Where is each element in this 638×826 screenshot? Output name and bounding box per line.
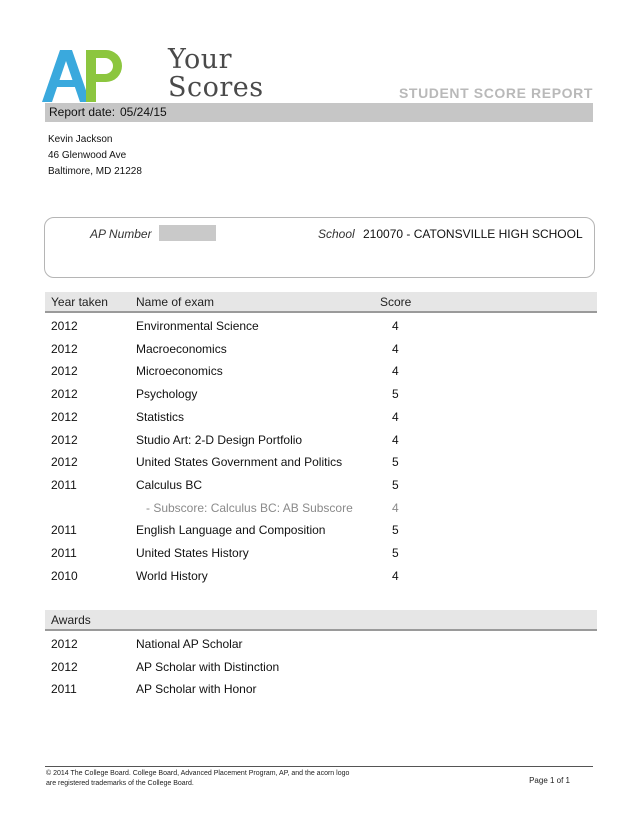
exam-score: 5 <box>392 523 399 538</box>
exam-name: Calculus BC <box>136 477 203 492</box>
header-awards: Awards <box>51 613 91 627</box>
student-name: Kevin Jackson <box>48 134 113 145</box>
exam-score: 5 <box>392 477 399 492</box>
header-score: Score <box>380 295 412 309</box>
exam-year: 2012 <box>51 319 78 333</box>
exam-row <box>45 429 597 451</box>
report-date-value: 05/24/15 <box>120 105 167 119</box>
exam-year: 2012 <box>51 455 78 470</box>
exam-row <box>45 360 597 382</box>
exam-score: 5 <box>392 387 399 402</box>
exam-score: 5 <box>392 546 399 560</box>
exam-row <box>45 542 597 564</box>
exam-score: 4 <box>392 568 399 583</box>
footer-copyright <box>46 769 426 788</box>
ap-number-redacted <box>159 225 216 241</box>
student-info-box <box>44 217 595 278</box>
award-name: AP Scholar with Distinction <box>136 659 280 674</box>
exam-name: Psychology <box>136 387 198 402</box>
footer-divider <box>45 766 593 767</box>
awards-table-header <box>45 610 597 631</box>
ap-number-label: AP Number <box>90 227 152 241</box>
footer-line-2: are registered trademarks of the College Board. <box>46 779 194 787</box>
school-value: 210070 - CATONSVILLE HIGH SCHOOL <box>363 227 583 241</box>
exam-score: 4 <box>392 364 399 379</box>
award-name: AP Scholar with Honor <box>136 682 257 697</box>
exam-score: 4 <box>392 409 399 424</box>
logo-line-your: Your <box>168 44 233 75</box>
exam-year: 2011 <box>51 477 77 492</box>
student-city: Baltimore, MD 21228 <box>48 166 142 177</box>
report-title: STUDENT SCORE REPORT <box>398 85 593 101</box>
exam-name: United States History <box>136 546 249 560</box>
exam-name: Environmental Science <box>136 319 259 333</box>
exam-row <box>45 474 597 496</box>
exam-row <box>45 338 597 360</box>
subscore-row <box>45 497 597 519</box>
exam-name: Microeconomics <box>136 364 223 379</box>
exam-year: 2011 <box>51 546 77 560</box>
exam-name: Statistics <box>136 409 185 424</box>
exam-year: 2012 <box>51 432 78 447</box>
exam-name: United States Government and Politics <box>136 455 343 470</box>
exam-year: 2011 <box>51 523 77 538</box>
exam-row <box>45 565 597 587</box>
exam-year: 2010 <box>51 568 78 583</box>
exam-year: 2012 <box>51 341 78 356</box>
exam-row <box>45 315 597 337</box>
exam-row <box>45 519 597 541</box>
ap-logo <box>42 44 264 104</box>
report-date-label: Report date: <box>49 105 116 119</box>
exam-name: World History <box>136 568 208 583</box>
exams-table-header <box>45 292 597 313</box>
award-name: National AP Scholar <box>136 637 243 651</box>
page-number: Page 1 of 1 <box>529 776 570 785</box>
award-row <box>45 656 597 678</box>
header-year-taken: Year taken <box>51 295 108 309</box>
exam-score: 4 <box>392 341 399 356</box>
exam-row <box>45 451 597 473</box>
exam-name: Studio Art: 2-D Design Portfolio <box>136 432 303 447</box>
exam-score: 4 <box>392 319 399 333</box>
student-street: 46 Glenwood Ave <box>48 150 127 161</box>
footer-line-1: © 2014 The College Board. College Board, Advanced Placement Program, AP, and the acorn logo <box>46 770 350 777</box>
exam-score: 4 <box>392 432 399 447</box>
ap-logo-mark <box>42 44 132 104</box>
exam-score: 5 <box>392 455 399 470</box>
award-year: 2011 <box>51 682 77 697</box>
award-row <box>45 678 597 700</box>
header-exam-name: Name of exam <box>136 295 215 309</box>
award-row <box>45 633 597 655</box>
logo-line-scores: Scores <box>168 72 264 103</box>
exam-score: 4 <box>392 500 399 515</box>
exam-name: - Subscore: Calculus BC: AB Subscore <box>146 500 353 515</box>
award-year: 2012 <box>51 659 78 674</box>
exam-year: 2012 <box>51 364 78 379</box>
school-label: School <box>318 227 355 241</box>
exam-name: English Language and Composition <box>136 523 326 538</box>
exam-year: 2012 <box>51 409 78 424</box>
exam-row <box>45 383 597 405</box>
exam-row <box>45 406 597 428</box>
exam-name: Macroeconomics <box>136 341 227 356</box>
report-date-bar <box>45 103 593 122</box>
exam-year: 2012 <box>51 387 78 402</box>
award-year: 2012 <box>51 637 78 651</box>
